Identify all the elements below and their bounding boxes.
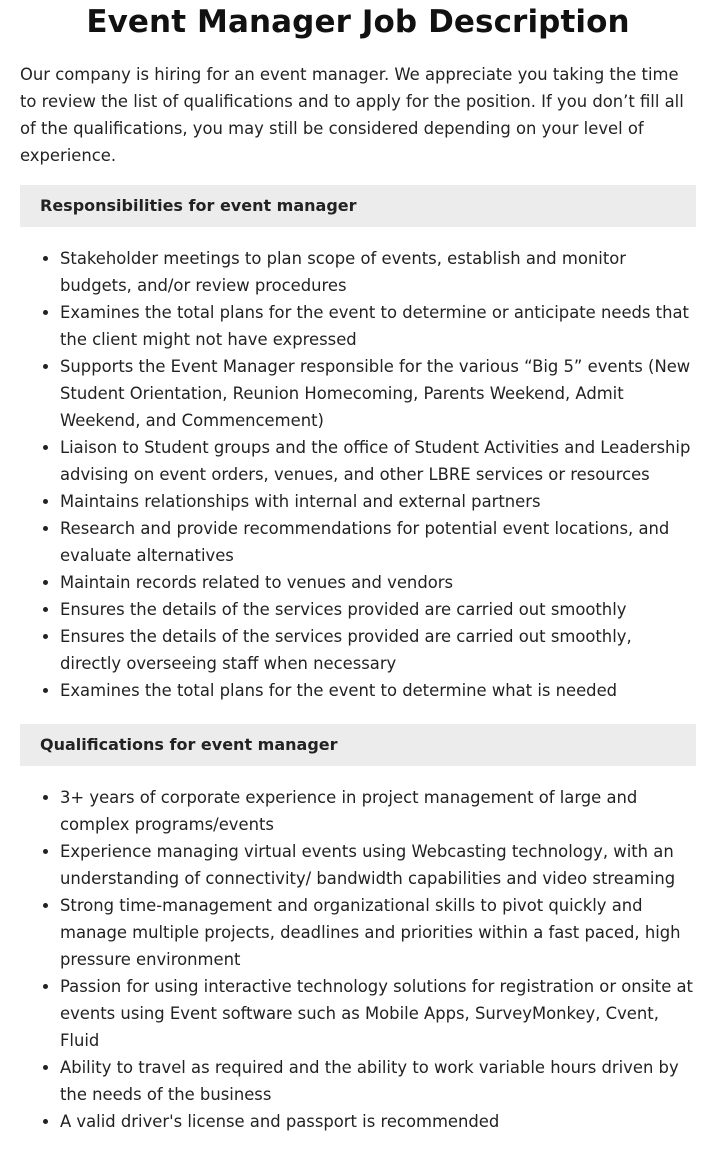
qualifications-list bbox=[20, 784, 696, 1135]
list-item: • Passion for using interactive technology solutions for registration or onsite at events using Event software such as Mobile Apps, SurveyMonkey, Cvent, Fluid bbox=[60, 973, 696, 1054]
list-item: • Stakeholder meetings to plan scope of events, establish and monitor budgets, and/or review procedures bbox=[60, 245, 696, 299]
list-item: • Ensures the details of the services provided are carried out smoothly, directly overseeing staff when necessary bbox=[60, 623, 696, 677]
list-item: • Experience managing virtual events using Webcasting technology, with an understanding of connectivity/ bandwidth capabilities and video streaming bbox=[60, 838, 696, 892]
list-item: • Maintains relationships with internal and external partners bbox=[60, 488, 696, 515]
list-item: • Examines the total plans for the event to determine what is needed bbox=[60, 677, 696, 704]
list-item: • Strong time-management and organizational skills to pivot quickly and manage multiple projects, deadlines and priorities within a fast paced, high pressure environment bbox=[60, 892, 696, 973]
responsibilities-heading: Responsibilities for event manager bbox=[20, 185, 696, 227]
list-item: • Ensures the details of the services provided are carried out smoothly bbox=[60, 596, 696, 623]
page-title: Event Manager Job Description bbox=[86, 4, 630, 40]
list-item: • Supports the Event Manager responsible for the various “Big 5” events (New Student Orientation, Reunion Homecoming, Parents Weekend, Admit Weekend, and Commencement) bbox=[60, 353, 696, 434]
list-item: • Maintain records related to venues and vendors bbox=[60, 569, 696, 596]
qualifications-heading: Qualifications for event manager bbox=[20, 724, 696, 766]
list-item: • A valid driver's license and passport is recommended bbox=[60, 1108, 696, 1135]
responsibilities-list bbox=[20, 245, 696, 704]
list-item: • 3+ years of corporate experience in project management of large and complex programs/events bbox=[60, 784, 696, 838]
list-item: • Research and provide recommendations for potential event locations, and evaluate alternatives bbox=[60, 515, 696, 569]
list-item: • Examines the total plans for the event to determine or anticipate needs that the client might not have expressed bbox=[60, 299, 696, 353]
list-item: • Ability to travel as required and the ability to work variable hours driven by the needs of the business bbox=[60, 1054, 696, 1108]
list-item: • Liaison to Student groups and the office of Student Activities and Leadership advising on event orders, venues, and other LBRE services or resources bbox=[60, 434, 696, 488]
intro-paragraph: Our company is hiring for an event manager. We appreciate you taking the time to review the list of qualifications and to apply for the position. If you don’t fill all of the qualifications, you may still be considered depending on your level of experience. bbox=[20, 65, 684, 165]
